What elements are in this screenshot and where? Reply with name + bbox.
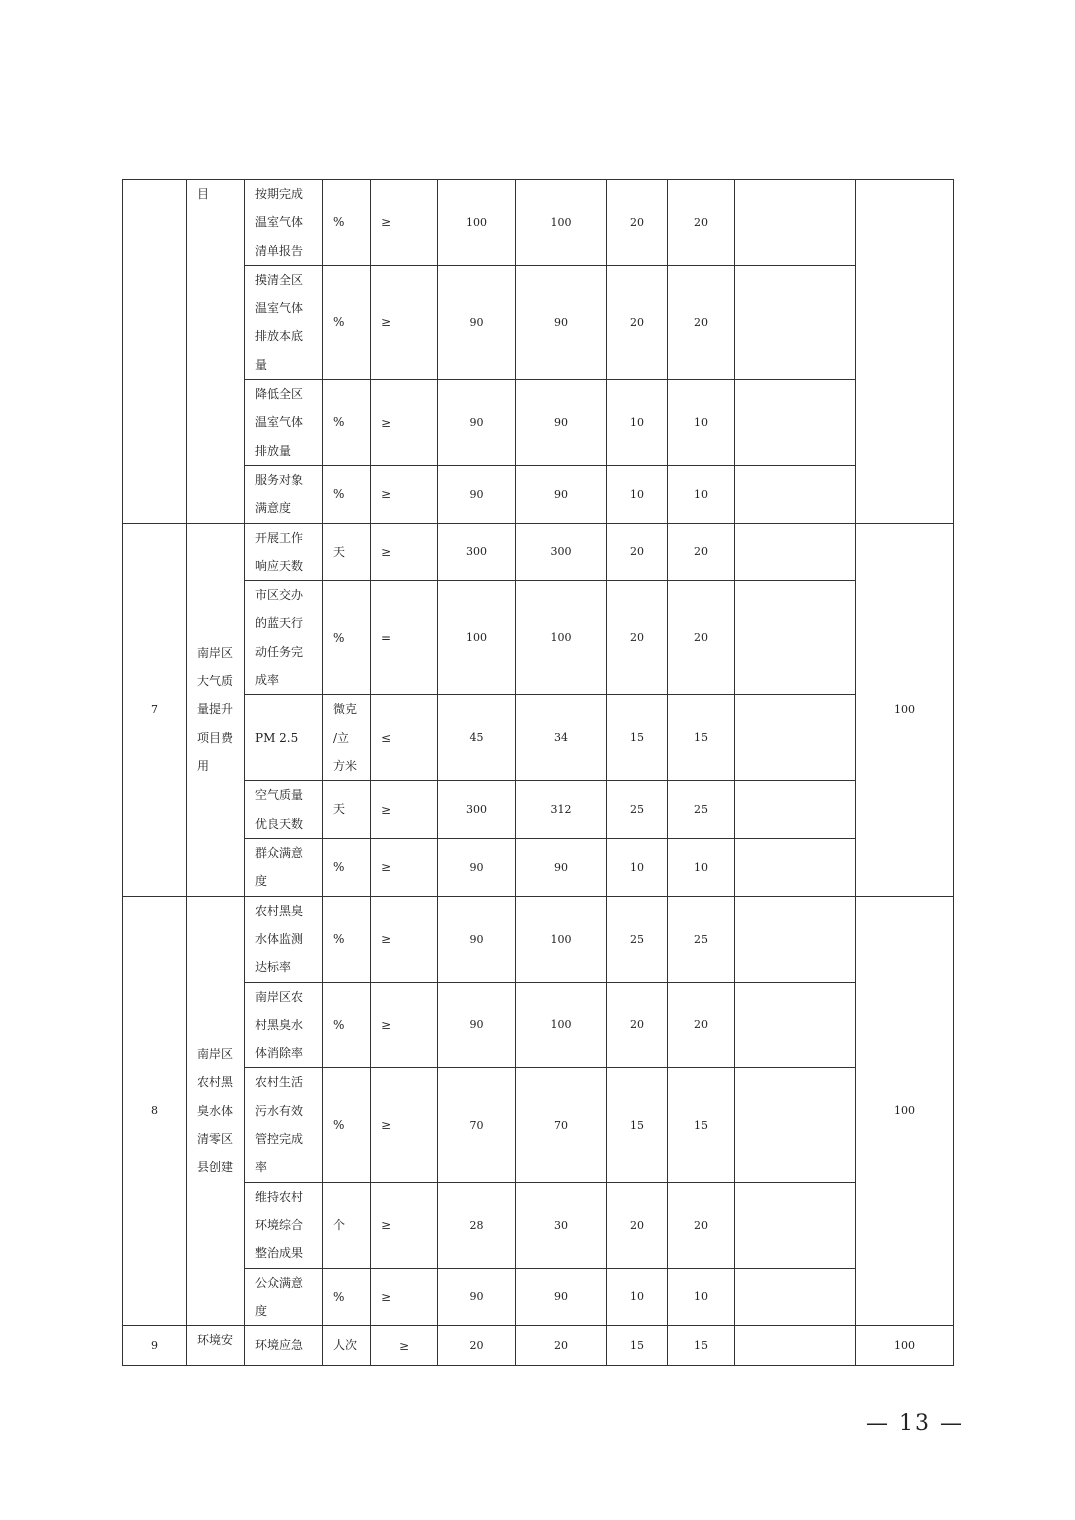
note-cell [735, 523, 856, 581]
weight-cell-text: 10 [630, 487, 644, 501]
unit-cell-text: % [333, 630, 345, 645]
earned-score-cell [668, 896, 735, 982]
indicator-cell-text: 摸清全区 温室气体 排放本底 量 [255, 272, 304, 372]
operator-cell [371, 465, 438, 523]
operator-cell [371, 695, 438, 781]
table-row [123, 1268, 954, 1326]
target-value-cell-text: 70 [469, 1118, 484, 1132]
operator-cell-text: ≤ [381, 730, 392, 745]
project-score-cell [856, 523, 954, 896]
unit-cell-text: % [333, 415, 345, 430]
indicator-cell [245, 781, 323, 839]
unit-cell [323, 1268, 371, 1326]
earned-score-cell [668, 838, 735, 896]
project-number-cell-text: 7 [151, 703, 158, 717]
note-cell [735, 380, 856, 466]
earned-score-cell [668, 380, 735, 466]
indicator-cell [245, 180, 323, 266]
unit-cell [323, 896, 371, 982]
indicator-cell-text: PM 2.5 [255, 730, 299, 745]
indicator-cell [245, 1268, 323, 1326]
project-number-cell [123, 523, 187, 896]
operator-cell [371, 1326, 438, 1366]
weight-cell-text: 25 [630, 932, 644, 946]
operator-cell [371, 523, 438, 581]
note-cell [735, 1068, 856, 1182]
earned-score-cell-text: 15 [694, 731, 708, 745]
weight-cell-text: 20 [630, 1018, 644, 1032]
target-value-cell-text: 45 [469, 731, 484, 745]
actual-value-cell [516, 1268, 607, 1326]
operator-cell [371, 1182, 438, 1268]
weight-cell-text: 15 [630, 1339, 644, 1353]
note-cell [735, 265, 856, 379]
target-value-cell [438, 581, 516, 695]
project-number-cell [123, 896, 187, 1326]
actual-value-cell-text: 20 [554, 1339, 568, 1353]
actual-value-cell-text: 100 [550, 932, 572, 946]
operator-cell [371, 896, 438, 982]
project-score-cell [856, 1326, 954, 1366]
note-cell [735, 465, 856, 523]
operator-cell-text: ≥ [381, 487, 392, 502]
table-row [123, 265, 954, 379]
target-value-cell-text: 100 [466, 631, 487, 645]
target-value-cell-text: 100 [466, 215, 487, 229]
table-row [123, 1182, 954, 1268]
indicator-cell [245, 380, 323, 466]
weight-cell-text: 20 [630, 1218, 644, 1232]
actual-value-cell-text: 90 [554, 1290, 568, 1304]
actual-value-cell-text: 100 [550, 1018, 572, 1032]
project-name-cell-text: 环境安 [197, 1333, 234, 1348]
indicator-cell [245, 1068, 323, 1182]
target-value-cell [438, 1068, 516, 1182]
table-row [123, 838, 954, 896]
weight-cell [607, 695, 668, 781]
earned-score-cell [668, 1326, 735, 1366]
weight-cell [607, 896, 668, 982]
weight-cell [607, 380, 668, 466]
indicator-cell-text: 农村黑臭 水体监测 达标率 [255, 903, 304, 975]
target-value-cell [438, 465, 516, 523]
operator-cell-text: ≥ [381, 1218, 392, 1233]
project-number-cell [123, 1326, 187, 1366]
actual-value-cell [516, 781, 607, 839]
table-row [123, 523, 954, 581]
operator-cell [371, 1268, 438, 1326]
project-score-cell [856, 180, 954, 524]
unit-cell-text: 微克 /立 方米 [333, 702, 358, 773]
operator-cell-text: ≥ [381, 860, 392, 875]
indicator-cell-text: 按期完成 温室气体 清单报告 [255, 187, 304, 258]
weight-cell [607, 1326, 668, 1366]
project-name-cell-text: 南岸区 大气质 量提升 项目费 用 [197, 645, 234, 773]
unit-cell-text: % [333, 215, 345, 230]
earned-score-cell-text: 15 [694, 1118, 708, 1132]
weight-cell [607, 180, 668, 266]
weight-cell [607, 523, 668, 581]
actual-value-cell-text: 100 [550, 631, 572, 645]
note-cell [735, 838, 856, 896]
note-cell [735, 781, 856, 839]
target-value-cell [438, 695, 516, 781]
note-cell [735, 695, 856, 781]
indicator-cell-text: 南岸区农 村黑臭水 体消除率 [255, 989, 304, 1061]
operator-cell [371, 180, 438, 266]
indicator-cell-text: 空气质量 优良天数 [255, 788, 304, 831]
indicator-cell [245, 265, 323, 379]
unit-cell-text: % [333, 931, 345, 946]
target-value-cell [438, 380, 516, 466]
note-cell [735, 1268, 856, 1326]
actual-value-cell [516, 523, 607, 581]
project-score-cell-text: 100 [894, 1104, 915, 1118]
indicator-cell-text: 群众满意 度 [255, 845, 304, 889]
target-value-cell [438, 982, 516, 1068]
actual-value-cell-text: 100 [550, 215, 572, 229]
weight-cell-text: 20 [630, 631, 644, 645]
earned-score-cell [668, 1268, 735, 1326]
actual-value-cell [516, 695, 607, 781]
note-cell [735, 180, 856, 266]
target-value-cell-text: 90 [469, 1290, 484, 1304]
project-number-cell-text: 9 [151, 1339, 158, 1353]
table-row [123, 581, 954, 695]
target-value-cell [438, 838, 516, 896]
weight-cell-text: 10 [630, 416, 644, 430]
operator-cell-text: ≥ [381, 315, 392, 330]
earned-score-cell [668, 695, 735, 781]
actual-value-cell-text: 34 [554, 731, 568, 745]
operator-cell-text: ≥ [381, 932, 392, 947]
weight-cell-text: 20 [630, 545, 644, 559]
target-value-cell [438, 523, 516, 581]
earned-score-cell [668, 465, 735, 523]
weight-cell [607, 838, 668, 896]
actual-value-cell-text: 90 [554, 487, 568, 501]
operator-cell-text: ≥ [381, 1289, 392, 1304]
weight-cell [607, 265, 668, 379]
project-number-cell-text: 8 [151, 1104, 158, 1118]
actual-value-cell-text: 90 [554, 315, 568, 329]
earned-score-cell-text: 10 [694, 416, 708, 430]
indicator-cell-text: 环境应急 [255, 1338, 304, 1353]
earned-score-cell [668, 1068, 735, 1182]
operator-cell [371, 1068, 438, 1182]
operator-cell-text: ≥ [381, 1118, 392, 1133]
unit-cell-text: 人次 [333, 1338, 358, 1353]
earned-score-cell [668, 982, 735, 1068]
earned-score-cell-text: 10 [694, 1290, 708, 1304]
target-value-cell [438, 265, 516, 379]
indicator-cell [245, 838, 323, 896]
table-row [123, 180, 954, 266]
weight-cell-text: 15 [630, 1118, 644, 1132]
operator-cell [371, 781, 438, 839]
indicator-cell-text: 市区交办 的蓝天行 动任务完 成率 [255, 588, 304, 688]
target-value-cell-text: 90 [469, 860, 484, 874]
indicator-cell-text: 农村生活 污水有效 管控完成 率 [255, 1075, 304, 1175]
table-row [123, 896, 954, 982]
unit-cell-text: % [333, 1289, 345, 1304]
note-cell [735, 896, 856, 982]
operator-cell [371, 265, 438, 379]
indicator-cell [245, 465, 323, 523]
unit-cell [323, 380, 371, 466]
unit-cell-text: % [333, 860, 345, 875]
actual-value-cell-text: 312 [550, 803, 572, 817]
note-cell [735, 1182, 856, 1268]
note-cell [735, 1326, 856, 1366]
actual-value-cell [516, 581, 607, 695]
weight-cell [607, 581, 668, 695]
earned-score-cell-text: 20 [694, 545, 708, 559]
target-value-cell [438, 1182, 516, 1268]
earned-score-cell-text: 10 [694, 487, 708, 501]
indicator-cell [245, 1182, 323, 1268]
note-cell [735, 581, 856, 695]
actual-value-cell-text: 70 [554, 1118, 568, 1132]
table-body [123, 180, 954, 1366]
operator-cell [371, 581, 438, 695]
weight-cell-text: 10 [630, 860, 644, 874]
weight-cell-text: 20 [630, 215, 644, 229]
earned-score-cell [668, 781, 735, 839]
weight-cell [607, 1268, 668, 1326]
indicator-cell [245, 1326, 323, 1366]
weight-cell-text: 10 [630, 1290, 644, 1304]
actual-value-cell [516, 265, 607, 379]
indicator-cell [245, 523, 323, 581]
project-name-cell-text: 南岸区 农村黑 臭水体 清零区 县创建 [197, 1047, 234, 1175]
earned-score-cell-text: 10 [694, 860, 708, 874]
actual-value-cell [516, 1326, 607, 1366]
unit-cell [323, 1326, 371, 1366]
earned-score-cell-text: 15 [694, 1339, 708, 1353]
unit-cell [323, 982, 371, 1068]
actual-value-cell [516, 1068, 607, 1182]
actual-value-cell-text: 90 [554, 416, 568, 430]
unit-cell [323, 838, 371, 896]
weight-cell-text: 15 [630, 731, 644, 745]
earned-score-cell-text: 20 [694, 215, 708, 229]
unit-cell [323, 265, 371, 379]
table-row [123, 695, 954, 781]
operator-cell-text: = [381, 630, 392, 645]
actual-value-cell-text: 30 [554, 1218, 568, 1232]
target-value-cell-text: 90 [469, 315, 484, 329]
unit-cell-text: % [333, 487, 345, 502]
target-value-cell [438, 896, 516, 982]
earned-score-cell-text: 20 [694, 1018, 708, 1032]
project-number-cell [123, 180, 187, 524]
actual-value-cell-text: 90 [554, 860, 568, 874]
target-value-cell-text: 20 [469, 1339, 484, 1353]
indicator-cell [245, 695, 323, 781]
unit-cell [323, 180, 371, 266]
earned-score-cell-text: 20 [694, 1218, 708, 1232]
unit-cell-text: % [333, 1117, 345, 1132]
project-name-cell [187, 523, 245, 896]
table-row [123, 380, 954, 466]
earned-score-cell-text: 25 [694, 803, 708, 817]
weight-cell [607, 1068, 668, 1182]
indicator-cell [245, 581, 323, 695]
project-name-cell-text: 目 [197, 187, 210, 201]
target-value-cell [438, 1326, 516, 1366]
project-name-cell [187, 1326, 245, 1366]
earned-score-cell [668, 523, 735, 581]
operator-cell [371, 838, 438, 896]
target-value-cell [438, 180, 516, 266]
unit-cell-text: % [333, 315, 345, 330]
table-row [123, 465, 954, 523]
page-number: — 13 — [866, 1411, 964, 1436]
earned-score-cell [668, 581, 735, 695]
unit-cell [323, 465, 371, 523]
table-row [123, 1068, 954, 1182]
target-value-cell-text: 300 [466, 545, 487, 559]
indicator-cell [245, 896, 323, 982]
actual-value-cell [516, 1182, 607, 1268]
unit-cell [323, 1068, 371, 1182]
operator-cell [371, 982, 438, 1068]
project-name-cell [187, 896, 245, 1326]
project-score-cell-text: 100 [894, 1339, 915, 1353]
indicator-cell-text: 开展工作 响应天数 [255, 530, 304, 573]
weight-cell-text: 20 [630, 315, 644, 329]
earned-score-cell [668, 1182, 735, 1268]
operator-cell-text: ≥ [381, 415, 392, 430]
target-value-cell-text: 90 [469, 932, 484, 946]
operator-cell [371, 380, 438, 466]
actual-value-cell [516, 180, 607, 266]
operator-cell-text: ≥ [381, 802, 392, 817]
actual-value-cell [516, 982, 607, 1068]
indicator-cell-text: 服务对象 满意度 [255, 472, 304, 516]
earned-score-cell-text: 20 [694, 631, 708, 645]
target-value-cell [438, 781, 516, 839]
unit-cell-text: 天 [333, 544, 346, 559]
actual-value-cell [516, 896, 607, 982]
operator-cell-text: ≥ [381, 1017, 392, 1032]
unit-cell-text: 个 [333, 1217, 346, 1232]
unit-cell-text: % [333, 1017, 345, 1032]
operator-cell-text: ≥ [381, 215, 392, 230]
unit-cell [323, 695, 371, 781]
actual-value-cell-text: 300 [550, 545, 572, 559]
indicator-cell [245, 982, 323, 1068]
project-score-cell [856, 896, 954, 1326]
operator-cell-text: ≥ [381, 544, 392, 559]
target-value-cell-text: 28 [469, 1218, 484, 1232]
unit-cell-text: 天 [333, 802, 346, 817]
earned-score-cell-text: 25 [694, 932, 708, 946]
target-value-cell-text: 90 [469, 416, 484, 430]
earned-score-cell [668, 265, 735, 379]
indicator-cell-text: 维持农村 环境综合 整治成果 [255, 1189, 304, 1261]
actual-value-cell [516, 465, 607, 523]
target-value-cell-text: 90 [469, 487, 484, 501]
weight-cell [607, 465, 668, 523]
project-score-cell-text: 100 [894, 703, 915, 717]
operator-cell-text: ≥ [398, 1338, 410, 1353]
earned-score-cell-text: 20 [694, 315, 708, 329]
table-row [123, 1326, 954, 1366]
target-value-cell-text: 300 [466, 803, 487, 817]
unit-cell [323, 581, 371, 695]
earned-score-cell [668, 180, 735, 266]
target-value-cell [438, 1268, 516, 1326]
target-value-cell-text: 90 [469, 1018, 484, 1032]
project-name-cell [187, 180, 245, 524]
actual-value-cell [516, 838, 607, 896]
table-row [123, 781, 954, 839]
unit-cell [323, 781, 371, 839]
performance-table [122, 179, 954, 1366]
unit-cell [323, 523, 371, 581]
weight-cell [607, 781, 668, 839]
actual-value-cell [516, 380, 607, 466]
unit-cell [323, 1182, 371, 1268]
table-row [123, 982, 954, 1068]
weight-cell [607, 1182, 668, 1268]
indicator-cell-text: 降低全区 温室气体 排放量 [255, 387, 304, 458]
indicator-cell-text: 公众满意 度 [255, 1275, 304, 1318]
weight-cell-text: 25 [630, 803, 644, 817]
note-cell [735, 982, 856, 1068]
weight-cell [607, 982, 668, 1068]
